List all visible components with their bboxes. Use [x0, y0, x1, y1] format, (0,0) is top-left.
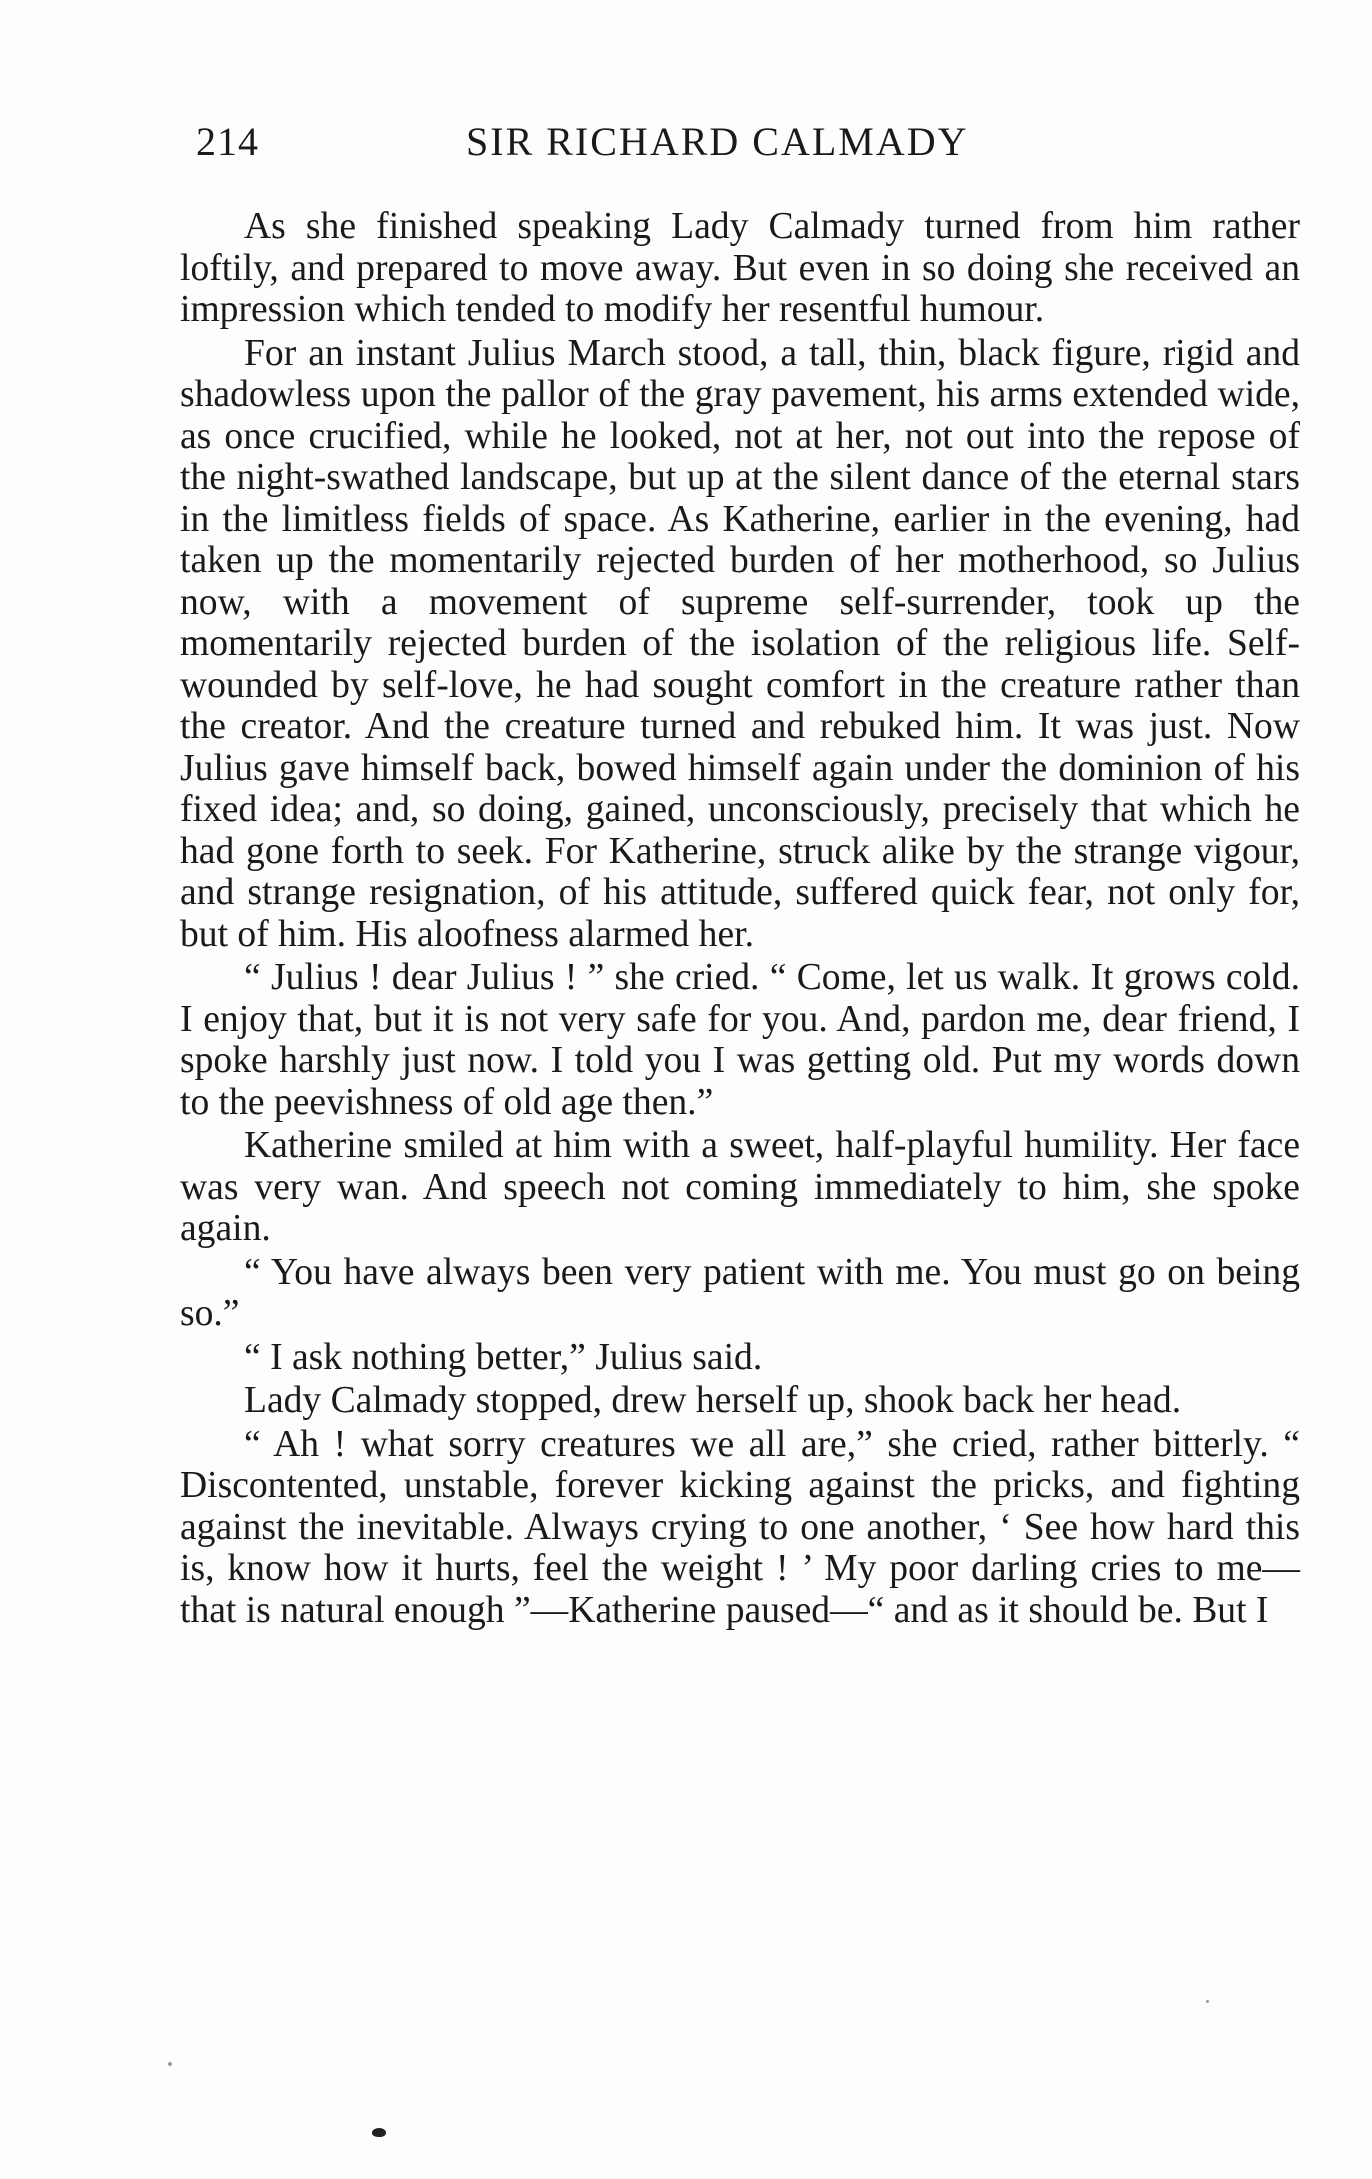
paragraph: “ You have always been very patient with me. You must go on being so.” [180, 1251, 1300, 1334]
running-title: SIR RICHARD CALMADY [466, 119, 969, 164]
paragraph: “ Ah ! what sorry creatures we all are,” she cried, rather bitterly. “ Discontented, unstable, forever kicking against the pricks, and fighting against the inevitable. Always crying to one another, ‘ See how hard this is, know how it hurts, feel the weight ! ’ My poor darling cries to me—that is natural enough ”—Katherine paused—“ and as it should be. But I [180, 1423, 1300, 1631]
paragraph: “ I ask nothing better,” Julius said. [244, 1336, 763, 1378]
paragraph: “ Julius ! dear Julius ! ” she cried. “ Come, let us walk. It grows cold. I enjoy that, but it is not very safe for you. And, pardon me, dear friend, I spoke harshly just now. I told you I was getting old. Put my words down to the peevishness of old age then.” [180, 957, 1300, 1123]
paper-speck [168, 2062, 172, 2066]
paper-speck [1206, 2000, 1209, 2003]
paragraph: For an instant Julius March stood, a tall, thin, black figure, rigid and shadowless upon the pallor of the gray pavement, his arms extended wide, as once crucified, while he looked, not at her, not out into the repose of the night-swathed landscape, but up at the silent dance of the eternal stars in the limitless fields of space. As Katherine, earlier in the evening, had taken up the momentarily rejected burden of her motherhood, so Julius now, with a movement of supreme self-surrender, took up the momentarily rejected burden of the isolation of the religious life. Self-wounded by self-love, he had sought comfort in the creature rather than the creator. And the creature turned and rebuked him. It was just. Now Julius gave himself back, bowed himself again under the dominion of his fixed idea; and, so doing, gained, unconsciously, precisely that which he had gone forth to seek. For Katherine, struck alike by the strange vigour, and strange resignation, of his attitude, suffered quick fear, not only for, but of him. His aloofness alarmed her. [180, 332, 1300, 955]
page-header [196, 118, 1296, 178]
paragraph: As she finished speaking Lady Calmady turned from him rather loftily, and prepared to move away. But even in so doing she received an impression which tended to modify her resentful humour. [180, 206, 1300, 330]
body-text [180, 206, 1300, 1633]
page-number: 214 [196, 119, 259, 164]
paragraph: Katherine smiled at him with a sweet, half-playful humility. Her face was very wan. And speech not coming immediately to him, she spoke again. [180, 1125, 1300, 1249]
paragraph: Lady Calmady stopped, drew herself up, shook back her head. [244, 1380, 1182, 1421]
ink-blot-mark [372, 2128, 386, 2137]
